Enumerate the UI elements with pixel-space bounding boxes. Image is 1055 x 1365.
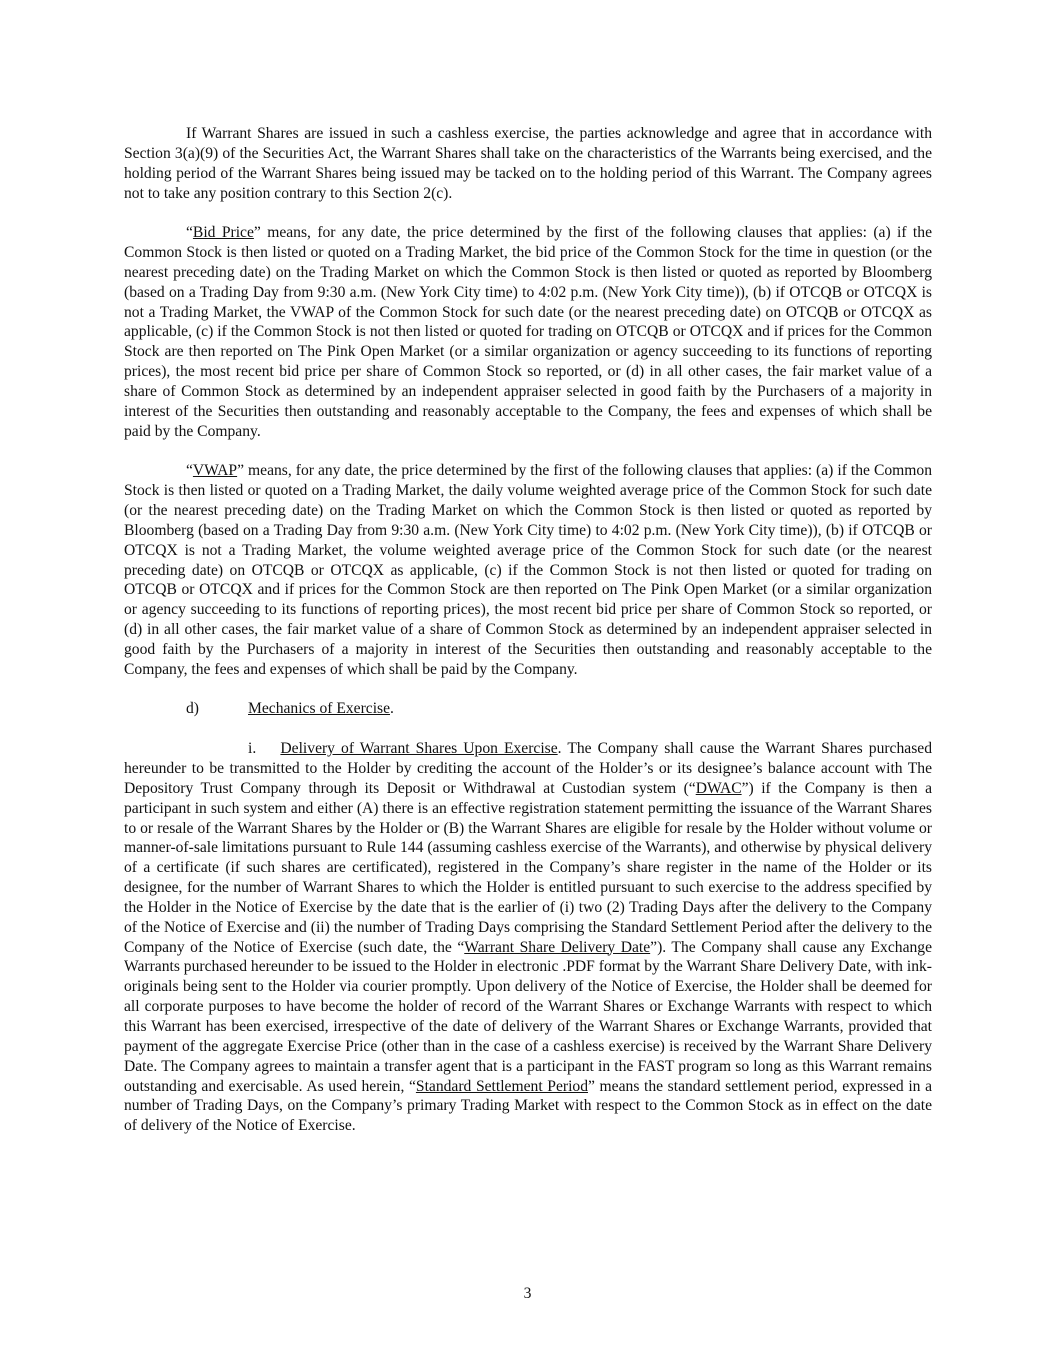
paragraph-bid-price-definition: [124, 223, 932, 441]
open-quote: “: [186, 224, 193, 242]
paragraph-vwap-definition: [124, 461, 932, 679]
section-d-title-end: .: [390, 700, 394, 718]
section-d-title-wrap: [248, 699, 394, 719]
defined-term-dwac: DWAC: [695, 779, 742, 797]
subsection-i-text-3: ”). The Company shall cause any Exchange Warrants purchased hereunder to be issued to the Holder in electronic .PDF format by the Warrant Share Delivery Date, with ink-originals being sent to the Holder via courier promptly. Upon delivery of the Notice of Exercise, the Holder shall be deemed for all corporate purposes to have become the holder of record of the Warrant Shares or Exchange Warrants with respect to which this Warrant has been exercised, irrespective of the date of delivery of the Warrant Shares or Exchange Warrants, provided that payment of the aggregate Exercise Price (other than in the case of a cashless exercise) is received by the Warrant Share Delivery Date. The Company agrees to maintain a transfer agent that is a participant in the FAST program so long as this Warrant remains outstanding and exercisable. As used herein, “: [124, 938, 933, 1095]
paragraph-gap: [124, 680, 932, 700]
defined-term-vwap: VWAP: [192, 462, 238, 480]
subsection-i-text-1: . The Company shall cause the Warrant Shares purchased hereunder to be transmitted to the Holder by crediting the account of the Holder’s or its designee’s balance account with The Depository Trust Company through its Deposit or Withdrawal at Custodian system (“: [124, 740, 932, 797]
subsection-i-title: Delivery of Warrant Shares Upon Exercise: [280, 740, 558, 758]
document-page: [124, 124, 932, 1136]
vwap-definition-text: ” means, for any date, the price determined by the first of the following clauses that applies: (a) if the Common Stock is then listed or quoted on a Trading Market, the daily volume weighted average price of the Common Stock for such date (or the nearest preceding date) on the Trading Market on which the Common Stock is then listed or quoted as reported by Bloomberg (based on a Trading Day from 9:30 a.m. (New York City time) to 4:02 p.m. (New York City time)), (b) if OTCQB or OTCQX is not a Trading Market, the volume weighted average price of the Common Stock for such date (or the nearest preceding date) on OTCQB or OTCQX as applicable, (c) if the Common Stock is not then listed or quoted for trading on OTCQB or OTCQX and if prices for the Common Stock are then reported on The Pink Open Market (or a similar organization or agency succeeding to its functions of reporting prices), the most recent bid price per share of Common Stock so reported, or (d) in all other cases, the fair market value of a share of Common Stock as determined by an independent appraiser selected in good faith by the Purchasers of a majority in interest of the Securities then outstanding and reasonably acceptable to the Company, the fees and expenses of which shall be paid by the Company.: [124, 462, 932, 678]
section-d-title: Mechanics of Exercise: [248, 700, 391, 718]
subsection-i-text-4: ” means the standard settlement period, expressed in a number of Trading Days, on the Company’s primary Trading Market with respect to the Common Stock as in effect on the date of delivery of the Notice of Exercise.: [124, 1077, 932, 1135]
page-number: 3: [523, 1285, 532, 1302]
section-d-heading: [124, 699, 932, 719]
open-quote: “: [186, 462, 193, 480]
paragraph-gap: [124, 203, 932, 223]
section-d-number: d): [186, 700, 199, 718]
defined-term-warrant-share-delivery-date: Warrant Share Delivery Date: [464, 938, 651, 956]
paragraph-gap: [124, 719, 932, 739]
paragraph-gap: [124, 442, 932, 462]
defined-term-bid-price: Bid Price: [192, 224, 254, 242]
subsection-i-number: i.: [248, 740, 257, 758]
subsection-i-text-2: ”) if the Company is then a participant in such system and either (A) there is an effective registration statement permitting the issuance of the Warrant Shares to or resale of the Warrant Shares by the Holder or (B) the Warrant Shares are eligible for resale by the Holder without volume or manner-of-sale limitations pursuant to Rule 144 (assuming cashless exercise of the Warrants), and otherwise by physical delivery of a certificate (if such shares are certificated), registered in the Company’s share register in the name of the Holder or its designee, for the number of Warrant Shares to which the Holder is entitled pursuant to such exercise to the address specified by the Holder in the Notice of Exercise by the date that is the earlier of (i) two (2) Trading Days after the delivery to the Company of the Notice of Exercise and (ii) the number of Trading Days comprising the Standard Settlement Period after the delivery to the Company of the Notice of Exercise (such date, the “: [124, 779, 932, 956]
paragraph-delivery-of-warrant-shares: [124, 739, 932, 1136]
defined-term-standard-settlement-period: Standard Settlement Period: [415, 1077, 588, 1095]
bid-price-definition-text: ” means, for any date, the price determined by the first of the following clauses that applies: (a) if the Common Stock is then listed or quoted on a Trading Market, the bid price of the Common Stock for the time in question (or the nearest preceding date) on the Trading Market on which the Common Stock is then listed or quoted as reported by Bloomberg (based on a Trading Day from 9:30 a.m. (New York City time) to 4:02 p.m. (New York City time)), (b) if OTCQB or OTCQX is not a Trading Market, the VWAP of the Common Stock for such date (or the nearest preceding date) on OTCQB or OTCQX as applicable, (c) if the Common Stock is not then listed or quoted for trading on OTCQB or OTCQX and if prices for the Common Stock are then reported on The Pink Open Market (or a similar organization or agency succeeding to its functions of reporting prices), the most recent bid price per share of Common Stock so reported, or (d) in all other cases, the fair market value of a share of Common Stock as determined by an independent appraiser selected in good faith by the Purchasers of a majority in interest of the Securities then outstanding and reasonably acceptable to the Company, the fees and expenses of which shall be paid by the Company.: [124, 224, 932, 440]
paragraph-cashless-exercise: If Warrant Shares are issued in such a cashless exercise, the parties acknowledge and agree that in accordance with Section 3(a)(9) of the Securities Act, the Warrant Shares shall take on the characteristics of the Warrants being exercised, and the holding period of the Warrant Shares being issued may be tacked on to the holding period of this Warrant. The Company agrees not to take any position contrary to this Section 2(c).: [124, 125, 932, 202]
